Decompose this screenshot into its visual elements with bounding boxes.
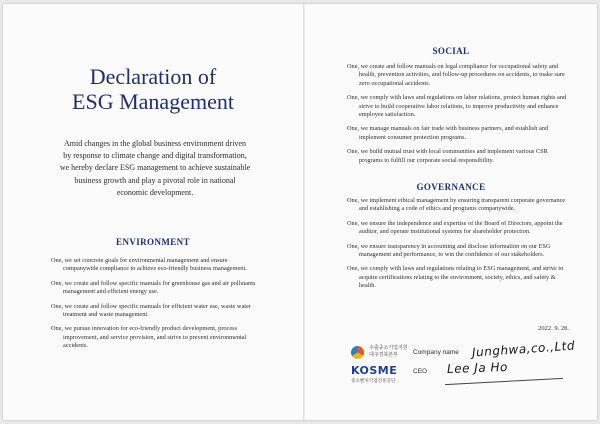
title-line: ESG Management	[72, 89, 234, 114]
environment-item: One, we set concrete goals for environmental management and ensure companywide compliance to achieve eco-friendly business management.	[51, 257, 247, 273]
kosme-emblem-icon	[351, 346, 364, 359]
environment-item: One, we create and follow specific manuals for efficient water use, waste water treatment and waste management.	[51, 302, 251, 319]
declaration-document	[3, 4, 597, 420]
logo-korean-line: 수출중소기업지원	[369, 345, 408, 351]
social-list	[347, 63, 573, 171]
intro-line: we hereby declare ESG management to achieve sustainable	[59, 163, 251, 173]
left-page	[3, 4, 303, 420]
intro-paragraph	[37, 138, 273, 199]
signature-underline	[445, 378, 563, 385]
intro-line: business growth and play a pivotal role in national	[74, 175, 236, 185]
social-item: One, we comply with laws and regulations on labor relations, protect human rights and strive to build cooperative labor relations, to improve productivity and enhance employee satisfaction.	[347, 94, 567, 119]
environment-list	[51, 257, 259, 357]
logo-wordmark: KOSME	[351, 364, 398, 377]
company-name-label: Company name	[413, 349, 459, 356]
governance-item: One, we ensure the independence and expertise of the Board of Directors, appoint the auditor, and operate institutional systems for shareholder protection.	[347, 219, 563, 236]
social-item: One, we create and follow manuals on legal compliance for occupational safety and health, prevention activities, and follow-up procedures on accidents, to make sure zero occupational accidents.	[347, 63, 565, 87]
governance-item: One, we comply with laws and regulations relating to ESG management, and strive to acquire certifications relating to the environment, society, ethics, and safety & health.	[347, 265, 564, 290]
company-signature: Junghwa,co.,Ltd	[471, 338, 576, 360]
governance-item: One, we implement ethical management by ensuring transparent corporate governance and establishing a code of ethics and programs companywide.	[347, 197, 566, 213]
intro-line: Amid changes in the global business environment driven	[64, 139, 246, 148]
right-page	[305, 4, 597, 420]
social-item: One, we build mutual trust with local communities and implement various CSR programs to fulfill our corporate social responsibility.	[347, 148, 548, 164]
environment-item: One, we create and follow specific manuals for greenhouse gas and air pollutants management and efficient energy use.	[51, 279, 256, 296]
intro-line: economic development.	[116, 187, 194, 197]
intro-line: by response to climate change and digital transformation,	[63, 151, 247, 161]
environment-item: One, we pursue innovation for eco-friendly product development, process improvement, and service provision, and strive to prevent environmental accidents.	[51, 325, 247, 350]
declaration-date: 2022. 9. 28.	[538, 325, 569, 332]
social-heading: SOCIAL	[432, 46, 470, 56]
ceo-label: CEO	[413, 368, 428, 375]
governance-list	[347, 197, 573, 297]
social-item: One, we manage manuals on fair trade with business partners, and establish and implement consumer protection programs.	[347, 125, 549, 141]
governance-heading: GOVERNANCE	[416, 182, 486, 192]
environment-heading: ENVIRONMENT	[116, 237, 190, 247]
title-line: Declaration of	[89, 64, 217, 89]
logo-korean-text	[369, 345, 408, 358]
governance-item: One, we ensure transparency in accounting and disclose information on our ESG management and performance, to win the confidence of our stakeholders.	[347, 242, 551, 259]
ceo-signature: Lee Ja Ho	[446, 359, 509, 377]
logo-subtitle: 중소벤처기업진흥공단	[351, 379, 396, 384]
document-title	[3, 64, 303, 114]
logo-korean-line: 대구경북본부	[369, 351, 398, 358]
